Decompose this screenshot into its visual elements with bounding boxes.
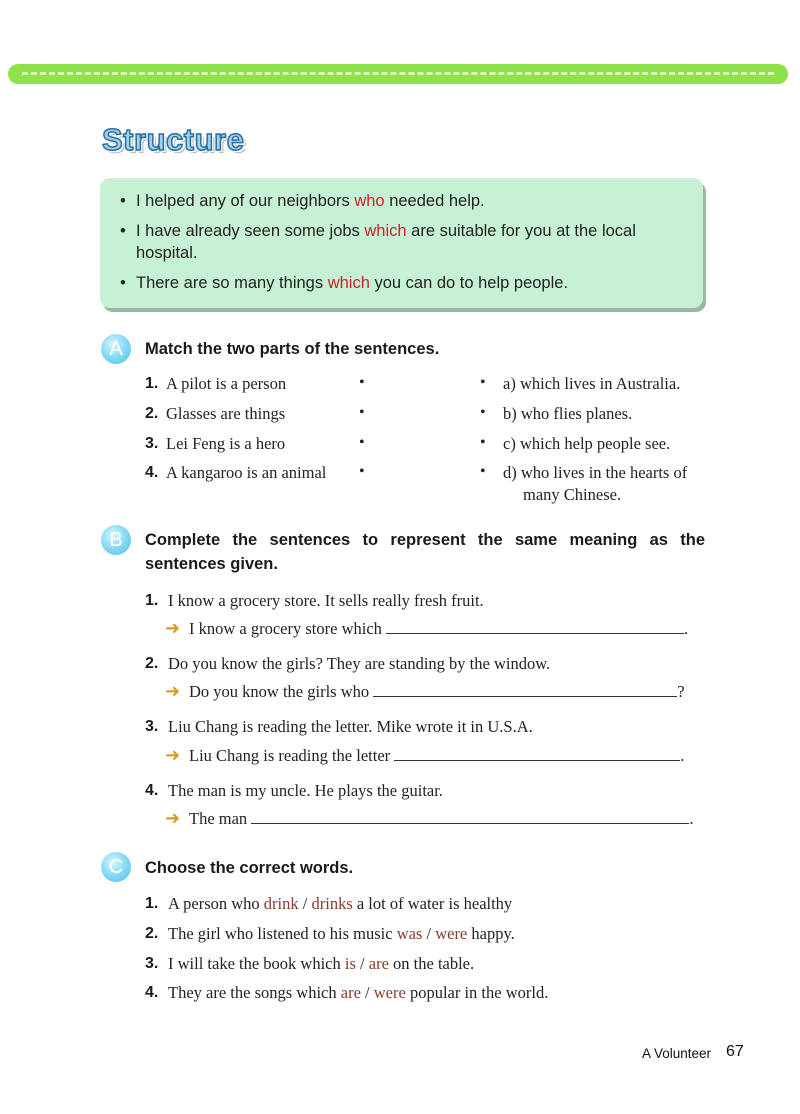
exercise-number: 1. (145, 895, 159, 912)
arrow-right-icon: ➜ (165, 745, 181, 766)
section-b-instruction: Complete the sentences to represent the same meaning as the sentences given. (145, 531, 705, 573)
bullet-icon: • (120, 222, 126, 240)
choice-option[interactable]: are (368, 954, 389, 973)
rewrite-line: I know a grocery store which . (189, 619, 689, 638)
match-number: 2. (145, 405, 159, 422)
exercise-number: 4. (145, 984, 159, 1001)
answer-blank[interactable] (373, 683, 677, 697)
match-number: 1. (145, 375, 159, 392)
exercise-number: 4. (145, 782, 159, 799)
section-c-instruction: Choose the correct words. (145, 859, 354, 877)
match-right-item: c) which help people see. (503, 434, 671, 453)
match-right-item-continued: many Chinese. (523, 485, 622, 504)
band-dashes (22, 72, 774, 75)
rewrite-line: Do you know the girls who ? (189, 682, 685, 701)
answer-blank[interactable] (394, 747, 680, 761)
choice-option[interactable]: are (340, 983, 361, 1002)
given-sentence: The man is my uncle. He plays the guitar. (168, 781, 443, 800)
match-right-item: b) who flies planes. (503, 404, 633, 423)
structure-sentence-2: • I have already seen some jobs which are suitable for you at the local hospital. (120, 222, 636, 262)
choice-sentence: They are the songs which are / were popular in the world. (168, 983, 549, 1002)
choice-sentence: The girl who listened to his music was / were happy. (168, 924, 515, 943)
highlight-word: which (364, 222, 407, 240)
page-number: 67 (726, 1043, 744, 1060)
exercise-number: 3. (145, 718, 159, 735)
match-dot-right[interactable]: • (480, 434, 486, 451)
bullet-icon: • (120, 274, 126, 292)
given-sentence: Liu Chang is reading the letter. Mike wrote it in U.S.A. (168, 717, 533, 736)
match-dot-left[interactable]: • (359, 404, 365, 421)
exercise-number: 1. (145, 592, 159, 609)
match-dot-left[interactable]: • (359, 463, 365, 480)
match-left-item: A kangaroo is an animal (166, 463, 327, 482)
match-dot-left[interactable]: • (359, 434, 365, 451)
choice-sentence: A person who drink / drinks a lot of water is healthy (168, 894, 513, 913)
match-left-item: A pilot is a person (166, 374, 287, 393)
match-left-item: Glasses are things (166, 404, 286, 423)
choice-option[interactable]: were (373, 983, 406, 1002)
match-number: 4. (145, 464, 159, 481)
footer-unit-label: A Volunteer (642, 1046, 712, 1061)
structure-sentence-1: • I helped any of our neighbors who needed help. (120, 192, 485, 210)
match-number: 3. (145, 435, 159, 452)
rewrite-line: The man . (189, 809, 694, 828)
answer-blank[interactable] (251, 810, 689, 824)
arrow-right-icon: ➜ (165, 808, 181, 829)
match-dot-right[interactable]: • (480, 404, 486, 421)
choice-option[interactable]: drink (263, 894, 299, 913)
section-c-icon: C (101, 852, 131, 882)
choice-option[interactable]: were (435, 924, 468, 943)
choice-option[interactable]: drinks (311, 894, 353, 913)
section-a-instruction: Match the two parts of the sentences. (145, 340, 440, 358)
structure-sentence-3: • There are so many things which you can do to help people. (120, 274, 569, 292)
given-sentence: I know a grocery store. It sells really fresh fruit. (168, 591, 484, 610)
match-dot-right[interactable]: • (480, 374, 486, 391)
arrow-right-icon: ➜ (165, 618, 181, 639)
choice-sentence: I will take the book which is / are on the table. (168, 954, 475, 973)
section-b-icon: B (101, 525, 131, 555)
arrow-right-icon: ➜ (165, 681, 181, 702)
bullet-icon: • (120, 192, 126, 210)
match-right-item: a) which lives in Australia. (503, 374, 681, 393)
match-dot-left[interactable]: • (359, 374, 365, 391)
answer-blank[interactable] (386, 620, 684, 634)
highlight-word: which (327, 274, 370, 292)
choice-option[interactable]: was (396, 924, 423, 943)
exercise-number: 3. (145, 955, 159, 972)
choice-option[interactable]: is (344, 954, 356, 973)
highlight-word: who (354, 192, 385, 210)
match-right-item: d) who lives in the hearts of (503, 463, 688, 482)
section-a-icon: A (101, 334, 131, 364)
match-dot-right[interactable]: • (480, 463, 486, 480)
given-sentence: Do you know the girls? They are standing by the window. (168, 654, 551, 673)
exercise-number: 2. (145, 925, 159, 942)
match-left-item: Lei Feng is a hero (166, 434, 286, 453)
top-decorative-band (8, 64, 788, 84)
rewrite-line: Liu Chang is reading the letter . (189, 746, 685, 765)
structure-example-box (100, 178, 703, 308)
structure-heading: Structure (102, 122, 245, 157)
exercise-number: 2. (145, 655, 159, 672)
